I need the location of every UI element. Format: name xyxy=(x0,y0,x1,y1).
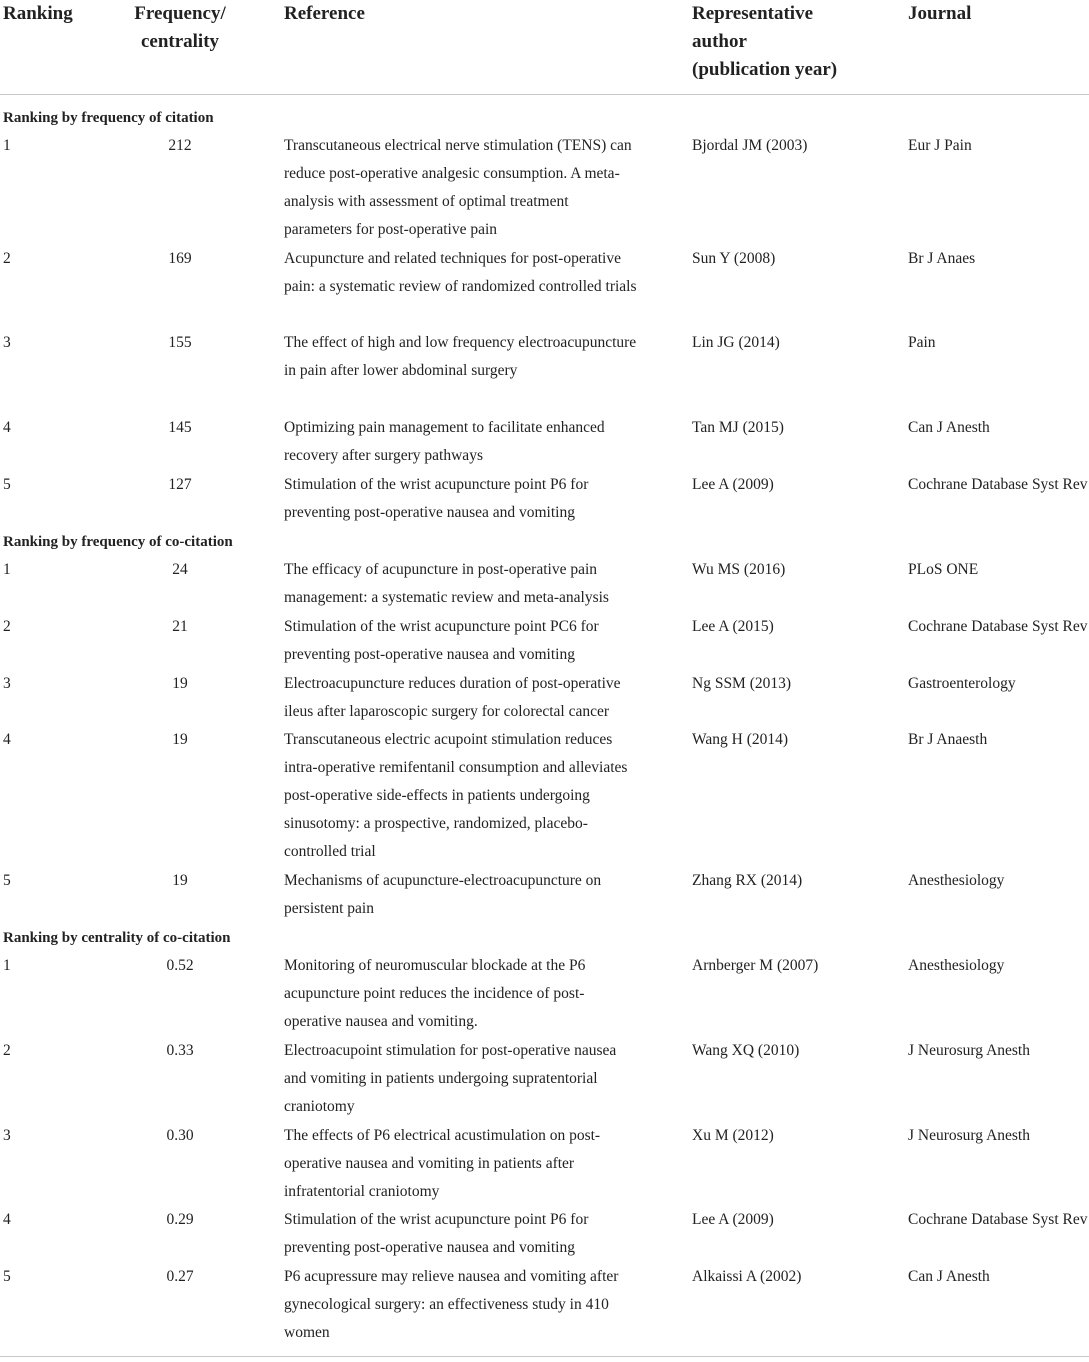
frequency-cell: 19 xyxy=(172,872,188,889)
journal-cell: Anesthesiology xyxy=(908,872,1005,889)
table-row xyxy=(0,556,1089,613)
reference-cell: The effect of high and low frequency electroacupuncture in pain after lower abdominal surgery xyxy=(284,334,637,379)
table-row xyxy=(0,867,1089,924)
journal-cell: Cochrane Database Syst Rev xyxy=(908,476,1088,493)
section-title-frequency-of-co-citation: Ranking by frequency of co-citation xyxy=(3,534,233,550)
reference-cell: Monitoring of neuromuscular blockade at the P6 acupuncture point reduces the incidence of post-operative nausea and vomiting. xyxy=(284,957,586,1030)
rank-cell: 3 xyxy=(3,334,11,351)
journal-cell: Br J Anaesth xyxy=(908,731,988,748)
centrality-cell: 0.30 xyxy=(166,1127,194,1144)
reference-cell: The effects of P6 electrical acustimulation on post-operative nausea and vomiting in patients after infratentorial craniotomy xyxy=(284,1127,601,1200)
rank-cell: 4 xyxy=(3,419,11,436)
reference-cell: Stimulation of the wrist acupuncture point PC6 for preventing post-operative nausea and vomiting xyxy=(284,618,599,663)
reference-cell: The efficacy of acupuncture in post-operative pain management: a systematic review and meta-analysis xyxy=(284,561,609,606)
centrality-cell: 0.27 xyxy=(166,1268,194,1285)
journal-cell: Br J Anaes xyxy=(908,250,976,267)
table-row xyxy=(0,245,1089,329)
centrality-cell: 0.29 xyxy=(166,1211,194,1228)
journal-cell: Can J Anesth xyxy=(908,1268,990,1285)
centrality-cell: 0.52 xyxy=(166,957,194,974)
reference-cell: Transcutaneous electrical nerve stimulation (TENS) can reduce post-operative analgesic consumption. A meta-analysis with assessment of optimal treatment parameters for post-operative pain xyxy=(284,137,632,238)
journal-cell: Pain xyxy=(908,334,936,351)
rank-cell: 4 xyxy=(3,731,11,748)
rank-cell: 5 xyxy=(3,1268,11,1285)
frequency-cell: 145 xyxy=(168,419,192,436)
table-header xyxy=(0,0,1089,95)
table-row xyxy=(0,1122,1089,1206)
journal-cell: Can J Anesth xyxy=(908,419,990,436)
header-author-line-1: Representative xyxy=(692,3,814,24)
reference-cell: Electroacupuncture reduces duration of post-operative ileus after laparoscopic surgery for colorectal cancer xyxy=(284,675,621,720)
rank-cell: 5 xyxy=(3,872,11,889)
header-journal: Journal xyxy=(908,3,972,24)
journal-cell: Gastroenterology xyxy=(908,675,1016,692)
table-row xyxy=(0,613,1089,670)
journal-cell: Eur J Pain xyxy=(908,137,972,154)
rank-cell: 1 xyxy=(3,137,11,154)
author-cell: Zhang RX (2014) xyxy=(692,872,803,889)
reference-cell: Optimizing pain management to facilitate enhanced recovery after surgery pathways xyxy=(284,419,605,464)
table-row xyxy=(0,329,1089,414)
author-cell: Lee A (2009) xyxy=(692,1211,774,1228)
table-body xyxy=(0,104,1089,1348)
journal-cell: J Neurosurg Anesth xyxy=(908,1042,1030,1059)
table-row xyxy=(0,1263,1089,1348)
table-row xyxy=(0,132,1089,245)
author-cell: Ng SSM (2013) xyxy=(692,675,792,692)
table-row xyxy=(0,726,1089,867)
header-frequency-centrality xyxy=(116,0,244,56)
header-reference: Reference xyxy=(284,3,365,24)
table-row xyxy=(0,471,1089,528)
reference-cell: Mechanisms of acupuncture-electroacupuncture on persistent pain xyxy=(284,872,602,917)
reference-cell: Stimulation of the wrist acupuncture point P6 for preventing post-operative nausea and vomiting xyxy=(284,1211,589,1256)
reference-cell: Acupuncture and related techniques for post-operative pain: a systematic review of randomized controlled trials xyxy=(284,250,637,295)
frequency-cell: 21 xyxy=(172,618,188,635)
table-row xyxy=(0,1206,1089,1263)
author-cell: Lee A (2009) xyxy=(692,476,774,493)
centrality-cell: 0.33 xyxy=(166,1042,194,1059)
table-row xyxy=(0,952,1089,1037)
table-row xyxy=(0,414,1089,471)
reference-cell: Stimulation of the wrist acupuncture point P6 for preventing post-operative nausea and vomiting xyxy=(284,476,589,521)
header-author-line-2: author xyxy=(692,31,747,52)
frequency-cell: 169 xyxy=(168,250,192,267)
rank-cell: 2 xyxy=(3,250,11,267)
section-title-frequency-of-citation: Ranking by frequency of citation xyxy=(3,110,214,126)
rank-cell: 1 xyxy=(3,957,11,974)
reference-cell: Transcutaneous electric acupoint stimulation reduces intra-operative remifentanil consumption and alleviates post-operative side-effects in patients undergoing sinusotomy: a prospective, randomized, placebo-controlled trial xyxy=(284,731,628,860)
rank-cell: 3 xyxy=(3,1127,11,1144)
table-bottom-rule xyxy=(0,1356,1089,1357)
author-cell: Xu M (2012) xyxy=(692,1127,774,1144)
author-cell: Bjordal JM (2003) xyxy=(692,137,808,154)
frequency-cell: 19 xyxy=(172,731,188,748)
header-ranking: Ranking xyxy=(3,3,73,24)
rank-cell: 4 xyxy=(3,1211,11,1228)
rank-cell: 2 xyxy=(3,618,11,635)
frequency-cell: 155 xyxy=(168,334,192,351)
journal-cell: Cochrane Database Syst Rev xyxy=(908,1211,1088,1228)
journal-cell: Cochrane Database Syst Rev xyxy=(908,618,1088,635)
author-cell: Arnberger M (2007) xyxy=(692,957,819,974)
rank-cell: 3 xyxy=(3,675,11,692)
reference-cell: P6 acupressure may relieve nausea and vomiting after gynecological surgery: an effectiveness study in 410 women xyxy=(284,1268,619,1341)
journal-cell: PLoS ONE xyxy=(908,561,979,578)
frequency-cell: 127 xyxy=(168,476,192,493)
header-centrality-line: centrality xyxy=(140,31,220,52)
header-representative-author xyxy=(692,0,892,84)
rank-cell: 1 xyxy=(3,561,11,578)
author-cell: Sun Y (2008) xyxy=(692,250,776,267)
header-frequency-line: Frequency/ xyxy=(134,3,226,24)
table-row xyxy=(0,670,1089,726)
rank-cell: 5 xyxy=(3,476,11,493)
frequency-cell: 24 xyxy=(172,561,188,578)
author-cell: Wang H (2014) xyxy=(692,731,789,748)
author-cell: Lin JG (2014) xyxy=(692,334,780,351)
frequency-cell: 212 xyxy=(168,137,192,154)
section-title-centrality-of-co-citation: Ranking by centrality of co-citation xyxy=(3,930,231,946)
author-cell: Alkaissi A (2002) xyxy=(692,1268,802,1285)
author-cell: Wu MS (2016) xyxy=(692,561,786,578)
journal-cell: Anesthesiology xyxy=(908,957,1005,974)
header-author-line-3: (publication year) xyxy=(692,59,838,80)
author-cell: Tan MJ (2015) xyxy=(692,419,784,436)
frequency-cell: 19 xyxy=(172,675,188,692)
table-row xyxy=(0,1037,1089,1122)
reference-cell: Electroacupoint stimulation for post-operative nausea and vomiting in patients undergoing supratentorial craniotomy xyxy=(284,1042,617,1115)
author-cell: Lee A (2015) xyxy=(692,618,774,635)
author-cell: Wang XQ (2010) xyxy=(692,1042,800,1059)
journal-cell: J Neurosurg Anesth xyxy=(908,1127,1030,1144)
rank-cell: 2 xyxy=(3,1042,11,1059)
